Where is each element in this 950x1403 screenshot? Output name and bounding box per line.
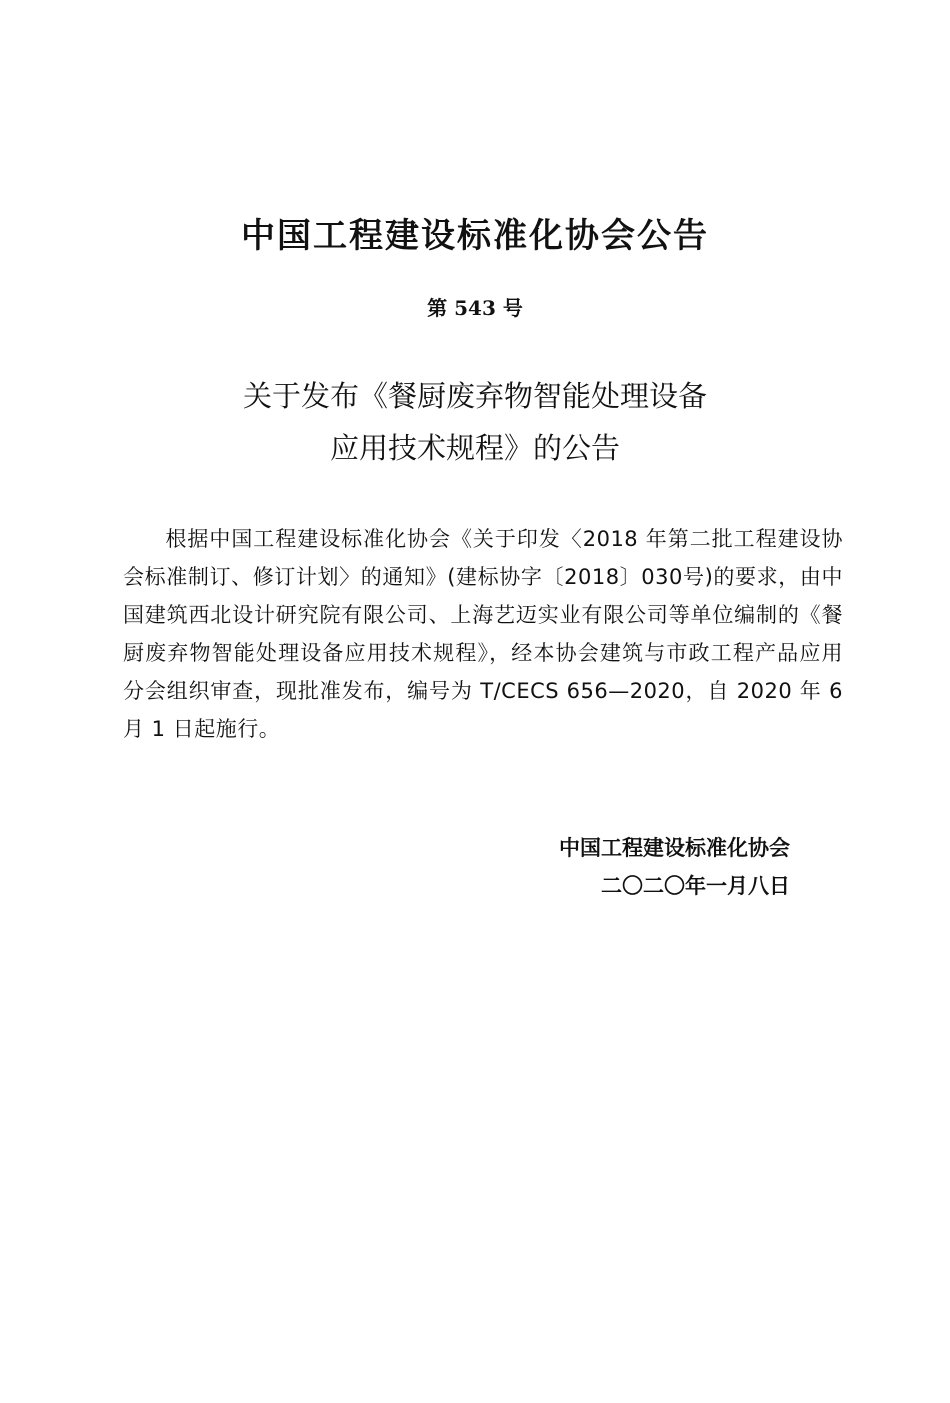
announcement-title: 中国工程建设标准化协会公告 [241, 216, 709, 256]
announcement-number: 第 543 号 [427, 296, 523, 320]
signature-organization: 中国工程建设标准化协会 [559, 836, 790, 860]
body-text: 根据中国工程建设标准化协会《关于印发〈2018 年第二批工程建设协会标准制订、修订计划〉的通知》(建标协字〔2018〕030号)的要求，由中国建筑西北设计研究院有限公司、上海艺迈实业有限公司等单位编制的《餐厨废弃物智能处理设备应用技术规程》，经本协会建筑与市政工程产品应用分会组织审查，现批准发布，编号为 T/CECS 656—2020，自 2020 年 6 月 1 日起施行。 [123, 527, 843, 741]
announcement-body [123, 520, 843, 748]
announcement-subject [0, 370, 950, 474]
subject-line-1: 关于发布《餐厨废弃物智能处理设备 [242, 379, 707, 413]
signature-block [470, 829, 790, 905]
subject-line-2: 应用技术规程》的公告 [329, 431, 620, 465]
signature-date: 二〇二〇年一月八日 [601, 874, 790, 898]
